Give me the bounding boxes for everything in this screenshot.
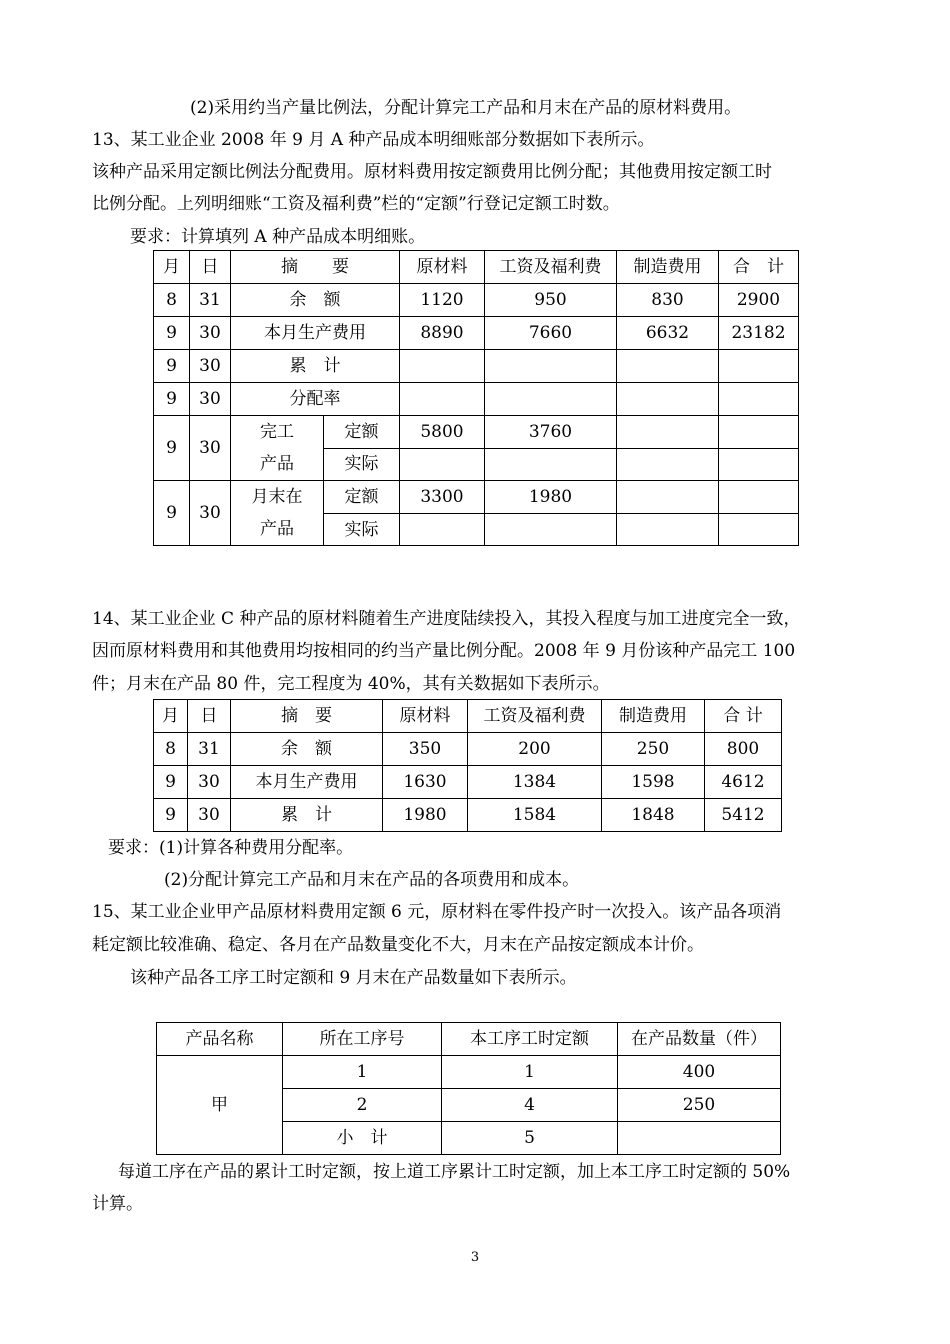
col-header-month: 月 bbox=[154, 700, 188, 733]
sub-label-actual: 实际 bbox=[324, 514, 400, 546]
cell: 5800 bbox=[400, 416, 485, 449]
cell: 30 bbox=[190, 317, 231, 350]
cell: 5 bbox=[442, 1122, 618, 1155]
cell: 8890 bbox=[400, 317, 485, 350]
col-header-product: 产品名称 bbox=[157, 1023, 283, 1056]
cell: 2 bbox=[283, 1089, 442, 1122]
cell: 9 bbox=[154, 799, 188, 832]
table-row bbox=[154, 317, 799, 350]
text-line-15: 计算。 bbox=[92, 1194, 143, 1214]
cell bbox=[485, 350, 617, 383]
label-line: 产品 bbox=[260, 519, 294, 539]
cell: 7660 bbox=[485, 317, 617, 350]
cell: 分配率 bbox=[231, 383, 400, 416]
cell: 1980 bbox=[485, 481, 617, 514]
cell bbox=[617, 514, 719, 546]
table-row bbox=[154, 733, 782, 766]
cell: 1848 bbox=[602, 799, 705, 832]
text-line-10: (2)分配计算完工产品和月末在产品的各项费用和成本。 bbox=[164, 870, 580, 890]
col-header-material: 原材料 bbox=[383, 700, 468, 733]
cell: 9 bbox=[154, 766, 188, 799]
table-row bbox=[154, 481, 799, 514]
cell bbox=[617, 350, 719, 383]
cell: 30 bbox=[190, 383, 231, 416]
cell bbox=[617, 448, 719, 481]
col-header-mfg: 制造费用 bbox=[602, 700, 705, 733]
col-header-hour-quota: 本工序工时定额 bbox=[442, 1023, 618, 1056]
sub-label-actual: 实际 bbox=[324, 448, 400, 481]
col-header-summary: 摘 要 bbox=[231, 251, 400, 284]
cell: 8 bbox=[154, 284, 190, 317]
table-row bbox=[154, 284, 799, 317]
text-line-1: (2)采用约当产量比例法，分配计算完工产品和月末在产品的原材料费用。 bbox=[190, 98, 742, 118]
cell: 本月生产费用 bbox=[231, 317, 400, 350]
page-number: 3 bbox=[470, 1250, 480, 1265]
cell: 1980 bbox=[383, 799, 468, 832]
cell: 4612 bbox=[705, 766, 782, 799]
cell bbox=[719, 383, 799, 416]
cell bbox=[719, 416, 799, 449]
text-line-4: 比例分配。上列明细账“工资及福利费”栏的“定额”行登记定额工时数。 bbox=[92, 194, 620, 214]
table-row bbox=[154, 799, 782, 832]
cell: 31 bbox=[188, 733, 231, 766]
row-label-finished-goods bbox=[231, 416, 324, 481]
text-line-8: 件；月末在产品 80 件，完工程度为 40%，其有关数据如下表所示。 bbox=[92, 674, 610, 694]
col-header-material: 原材料 bbox=[400, 251, 485, 284]
cell: 1384 bbox=[468, 766, 602, 799]
col-header-mfg: 制造费用 bbox=[617, 251, 719, 284]
text-line-2: 13、某工业企业 2008 年 9 月 A 种产品成本明细账部分数据如下表所示。 bbox=[92, 130, 655, 150]
text-line-6: 14、某工业企业 C 种产品的原材料随着生产进度陆续投入，其投入程度与加工进度完全一致， bbox=[92, 609, 801, 629]
cell bbox=[485, 514, 617, 546]
table-row bbox=[154, 416, 799, 449]
cell: 本月生产费用 bbox=[231, 766, 383, 799]
label-line: 完工 bbox=[260, 422, 294, 442]
cell: 余 额 bbox=[231, 733, 383, 766]
table-row bbox=[154, 766, 782, 799]
cell: 9 bbox=[154, 416, 190, 481]
cell: 950 bbox=[485, 284, 617, 317]
cell bbox=[400, 350, 485, 383]
cell bbox=[485, 383, 617, 416]
cell: 9 bbox=[154, 317, 190, 350]
sub-label-quota: 定额 bbox=[324, 416, 400, 449]
cell bbox=[400, 514, 485, 546]
cell bbox=[719, 448, 799, 481]
cell: 30 bbox=[190, 416, 231, 481]
cell bbox=[400, 383, 485, 416]
label-line: 月末在 bbox=[251, 487, 303, 507]
cell: 30 bbox=[190, 350, 231, 383]
cell: 9 bbox=[154, 481, 190, 546]
cell bbox=[400, 448, 485, 481]
text-line-14: 每道工序在产品的累计工时定额，按上道工序累计工时定额，加上本工序工时定额的 50% bbox=[118, 1162, 791, 1182]
cell: 1 bbox=[283, 1056, 442, 1089]
cell: 1584 bbox=[468, 799, 602, 832]
text-line-5: 要求：计算填列 A 种产品成本明细账。 bbox=[130, 227, 426, 247]
cell: 9 bbox=[154, 383, 190, 416]
col-header-process-no: 所在工序号 bbox=[283, 1023, 442, 1056]
cell bbox=[485, 448, 617, 481]
cell: 累 计 bbox=[231, 799, 383, 832]
text-line-3: 该种产品采用定额比例法分配费用。原材料费用按定额费用比例分配；其他费用按定额工时 bbox=[92, 162, 772, 182]
cell: 1 bbox=[442, 1056, 618, 1089]
cell: 30 bbox=[190, 481, 231, 546]
cell: 4 bbox=[442, 1089, 618, 1122]
table-header-row bbox=[154, 251, 799, 284]
cell bbox=[617, 481, 719, 514]
cell bbox=[719, 481, 799, 514]
product-name-cell: 甲 bbox=[157, 1056, 283, 1155]
col-header-total: 合 计 bbox=[705, 700, 782, 733]
cell: 累 计 bbox=[231, 350, 400, 383]
cost-ledger-table-a bbox=[153, 250, 799, 546]
cell: 3300 bbox=[400, 481, 485, 514]
row-label-wip bbox=[231, 481, 324, 546]
cell bbox=[719, 514, 799, 546]
cell: 2900 bbox=[719, 284, 799, 317]
text-line-9: 要求：(1)计算各种费用分配率。 bbox=[108, 838, 354, 858]
cell: 200 bbox=[468, 733, 602, 766]
label-line: 产品 bbox=[260, 454, 294, 474]
cell: 250 bbox=[618, 1089, 781, 1122]
cell bbox=[618, 1122, 781, 1155]
cell: 5412 bbox=[705, 799, 782, 832]
col-header-wip-qty: 在产品数量（件） bbox=[618, 1023, 781, 1056]
cell: 余 额 bbox=[231, 284, 400, 317]
cell: 8 bbox=[154, 733, 188, 766]
cell: 400 bbox=[618, 1056, 781, 1089]
cell: 23182 bbox=[719, 317, 799, 350]
cost-table-c bbox=[153, 699, 782, 832]
sub-label-quota: 定额 bbox=[324, 481, 400, 514]
col-header-total: 合 计 bbox=[719, 251, 799, 284]
cell: 350 bbox=[383, 733, 468, 766]
cell: 30 bbox=[188, 799, 231, 832]
cell: 9 bbox=[154, 350, 190, 383]
cell: 31 bbox=[190, 284, 231, 317]
cell: 小 计 bbox=[283, 1122, 442, 1155]
col-header-day: 日 bbox=[188, 700, 231, 733]
col-header-summary: 摘 要 bbox=[231, 700, 383, 733]
cell bbox=[719, 350, 799, 383]
cell bbox=[617, 416, 719, 449]
cell bbox=[617, 383, 719, 416]
text-line-11: 15、某工业企业甲产品原材料费用定额 6 元，原材料在零件投产时一次投入。该产品各项消 bbox=[92, 902, 782, 922]
col-header-month: 月 bbox=[154, 251, 190, 284]
cell: 1120 bbox=[400, 284, 485, 317]
cell: 6632 bbox=[617, 317, 719, 350]
cell: 250 bbox=[602, 733, 705, 766]
process-quota-table bbox=[156, 1022, 781, 1155]
cell: 800 bbox=[705, 733, 782, 766]
table-header-row bbox=[154, 700, 782, 733]
table-row bbox=[154, 383, 799, 416]
cell: 1598 bbox=[602, 766, 705, 799]
text-line-12: 耗定额比较准确、稳定、各月在产品数量变化不大，月末在产品按定额成本计价。 bbox=[92, 935, 704, 955]
text-line-13: 该种产品各工序工时定额和 9 月末在产品数量如下表所示。 bbox=[130, 968, 577, 988]
table-row bbox=[157, 1056, 781, 1089]
cell: 830 bbox=[617, 284, 719, 317]
cell: 30 bbox=[188, 766, 231, 799]
table-header-row bbox=[157, 1023, 781, 1056]
cell: 1630 bbox=[383, 766, 468, 799]
col-header-wage: 工资及福利费 bbox=[485, 251, 617, 284]
col-header-wage: 工资及福利费 bbox=[468, 700, 602, 733]
text-line-7: 因而原材料费用和其他费用均按相同的约当产量比例分配。2008 年 9 月份该种产品完工 100 bbox=[92, 641, 796, 661]
cell: 3760 bbox=[485, 416, 617, 449]
table-row bbox=[154, 350, 799, 383]
col-header-day: 日 bbox=[190, 251, 231, 284]
